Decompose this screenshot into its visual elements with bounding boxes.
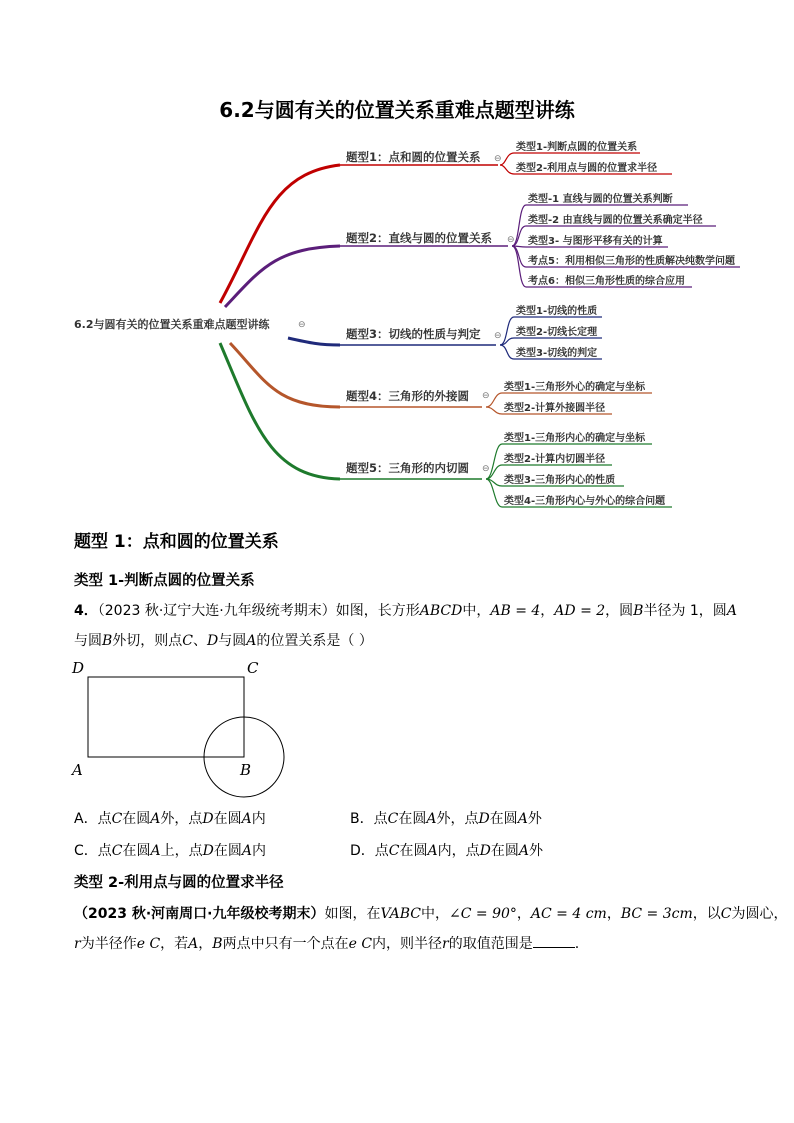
math: A [150, 843, 161, 859]
leaf: 类型1-判断点圆的位置关系 [516, 142, 638, 153]
text: 与圆 [218, 633, 247, 649]
math: C [182, 633, 194, 649]
leaf: 类型-1 直线与圆的位置关系判断 [528, 194, 673, 205]
collapse-icon[interactable]: ⊖ [482, 391, 490, 401]
text: 内，则半径 [372, 936, 443, 952]
math: r [74, 936, 81, 952]
math: A [427, 843, 438, 859]
collapse-icon[interactable]: ⊖ [482, 464, 490, 474]
math: A [518, 843, 529, 859]
leaf: 类型3-切线的判定 [516, 348, 598, 359]
text: 外，点 [436, 811, 479, 827]
math: D [479, 843, 491, 859]
leaf: 类型2-计算内切圆半径 [504, 454, 606, 465]
text: 如图，长方形 [335, 603, 420, 619]
text: 半径为 1，圆 [643, 603, 727, 619]
text: ， [516, 906, 531, 922]
collapse-icon[interactable]: ⊖ [494, 154, 502, 164]
math: A [517, 811, 528, 827]
leaf: 类型2-切线长定理 [516, 327, 598, 338]
text: 与圆 [74, 633, 102, 649]
leaf: 类型2-利用点与圆的位置求半径 [516, 163, 658, 174]
branch-3-label: 题型3：切线的性质与判定 [346, 327, 481, 341]
question-source: （2023 秋·河南周口·九年级校考期末） [74, 906, 325, 922]
text: 外，点 [160, 811, 203, 827]
math: B [102, 633, 113, 649]
branch-curve-1 [220, 165, 340, 303]
text: C．点 [74, 843, 112, 859]
leaf: 类型1-三角形内心的确定与坐标 [504, 433, 646, 444]
text: 在圆 [399, 843, 428, 859]
page-title: 6.2与圆有关的位置关系重难点题型讲练 [219, 98, 575, 122]
math: AC = 4 cm [530, 906, 607, 922]
mind-map [0, 135, 794, 515]
math: e C [348, 936, 373, 952]
branch-5-label: 题型5：三角形的内切圆 [346, 461, 470, 475]
leaf: 考点5：利用相似三角形的性质解决纯数学问题 [528, 256, 735, 267]
q4-line-1 [74, 600, 737, 620]
text: 中， [462, 603, 491, 619]
leaf: 考点6：相似三角形性质的综合应用 [528, 276, 685, 287]
math: A [241, 811, 252, 827]
option-a[interactable] [74, 808, 266, 828]
math: BC = 3cm [620, 906, 693, 922]
text: ，若 [160, 936, 189, 952]
text: 上，点 [160, 843, 203, 859]
text: 如图，在 [324, 906, 381, 922]
math: B [212, 936, 223, 952]
q4-line-2 [74, 630, 373, 650]
text: 在圆 [489, 811, 518, 827]
math: C [111, 811, 123, 827]
math: AB = 4 [490, 603, 541, 619]
text: 外 [528, 843, 543, 859]
math: VABC [380, 906, 422, 922]
label-b: B [240, 761, 252, 779]
math: D [202, 843, 214, 859]
leaf: 类型3-三角形内心的性质 [504, 475, 616, 486]
section-heading: 题型 1：点和圆的位置关系 [74, 532, 279, 552]
branch-2-label: 题型2：直线与圆的位置关系 [346, 231, 493, 245]
rectangle-circle-figure [60, 655, 300, 805]
text: 中， [421, 906, 450, 922]
branch-curve-2 [225, 246, 340, 307]
sub-heading-2: 类型 2-利用点与圆的位置求半径 [74, 875, 284, 891]
text: . [574, 936, 580, 952]
leaf: 类型1-三角形外心的确定与坐标 [504, 382, 646, 393]
question-source: （2023 秋·辽宁大连·九年级统考期末） [97, 603, 336, 619]
text: ，圆 [605, 603, 634, 619]
math: C [720, 906, 732, 922]
text: ， [198, 936, 213, 952]
leaf: 类型4-三角形内心与外心的综合问题 [504, 496, 666, 507]
question-number: 4． [74, 603, 98, 619]
math: C [387, 811, 399, 827]
branch-curve-4 [230, 343, 340, 407]
text: 为半径作 [80, 936, 137, 952]
label-d: D [72, 659, 85, 677]
rectangle-abcd [88, 677, 244, 757]
math: D [478, 811, 490, 827]
text: 在圆 [213, 843, 242, 859]
math: e C [136, 936, 161, 952]
label-c: C [247, 659, 259, 677]
math: A [150, 811, 161, 827]
text: 内 [251, 811, 266, 827]
text: 外 [527, 811, 542, 827]
branch-curve-5 [220, 343, 340, 479]
math: A [188, 936, 199, 952]
option-d[interactable] [350, 840, 543, 860]
text: 内 [251, 843, 266, 859]
text: 两点中只有一个点在 [222, 936, 349, 952]
collapse-icon[interactable]: ⊖ [507, 235, 515, 245]
text: 内，点 [437, 843, 480, 859]
text: 的取值范围是 [448, 936, 533, 952]
leaf: 类型2-计算外接圆半径 [504, 403, 606, 414]
label-a: A [72, 761, 83, 779]
math: D [207, 633, 219, 649]
text: 的位置关系是（ ） [256, 633, 373, 649]
sub-heading-1: 类型 1-判断点圆的位置关系 [74, 573, 255, 589]
math: B [633, 603, 644, 619]
text: 在圆 [122, 843, 151, 859]
branch-4-label: 题型4：三角形的外接圆 [346, 389, 470, 403]
branch-curve-3 [288, 338, 340, 345]
text: D．点 [350, 843, 389, 859]
q5-line-2 [74, 933, 579, 953]
math: ABCD [419, 603, 463, 619]
text: 、 [193, 633, 208, 649]
math: C [388, 843, 400, 859]
text: ， [606, 906, 621, 922]
answer-blank[interactable] [533, 935, 575, 948]
leaf: 类型-2 由直线与圆的位置关系确定半径 [528, 215, 703, 226]
text: 在圆 [122, 811, 151, 827]
text: 在圆 [398, 811, 427, 827]
math: AD = 2 [554, 603, 606, 619]
math: D [202, 811, 214, 827]
mind-map-root: 6.2与圆有关的位置关系重难点题型讲练 [74, 318, 270, 331]
text: 外切，则点 [112, 633, 183, 649]
leaf: 类型3- 与图形平移有关的计算 [528, 236, 663, 247]
text: 在圆 [213, 811, 242, 827]
text: B．点 [350, 811, 388, 827]
math: ∠C = 90° [449, 906, 517, 922]
math: C [111, 843, 123, 859]
q5-line-1 [74, 903, 787, 923]
math: A [241, 843, 252, 859]
leaf: 类型1-切线的性质 [516, 306, 598, 317]
option-b[interactable] [350, 808, 542, 828]
collapse-icon[interactable]: ⊖ [298, 320, 306, 330]
math: A [246, 633, 257, 649]
math: A [426, 811, 437, 827]
math: r [442, 936, 449, 952]
text: ， [540, 603, 555, 619]
text: ，以 [692, 906, 721, 922]
collapse-icon[interactable]: ⊖ [494, 331, 502, 341]
option-c[interactable] [74, 840, 266, 860]
math: A [726, 603, 737, 619]
text: A．点 [74, 811, 112, 827]
text: 为圆心， [731, 906, 788, 922]
branch-1-label: 题型1：点和圆的位置关系 [346, 150, 481, 164]
text: 在圆 [490, 843, 519, 859]
